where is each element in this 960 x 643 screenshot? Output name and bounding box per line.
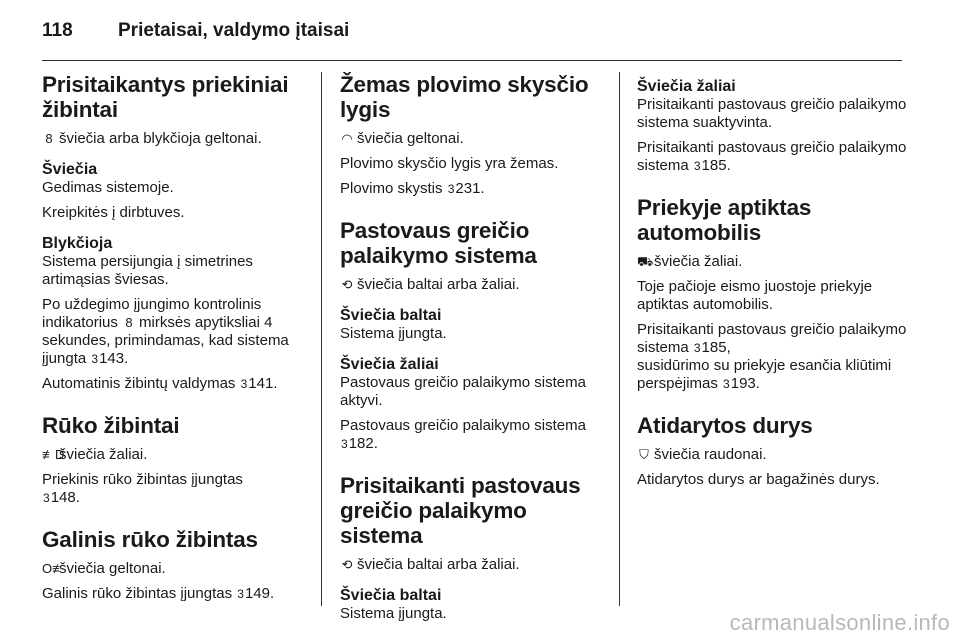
- indicator-line: [340, 276, 608, 294]
- reference-arrow-icon: 3: [693, 159, 701, 173]
- section-fog-lights: [42, 413, 304, 507]
- column-1: [42, 72, 304, 623]
- paragraph: Sistema įjungta.: [340, 605, 447, 622]
- reference-arrow-icon: 3: [240, 377, 248, 391]
- text: Pastovaus greičio palaikymo sistema: [340, 417, 586, 434]
- indicator-text: šviečia arba blykčioja geltonai.: [59, 130, 262, 147]
- paragraph: Pastovaus greičio palaikymo sistema aktyvi.: [340, 374, 586, 409]
- page-link[interactable]: 185.: [701, 157, 731, 174]
- adaptive-cruise-icon: ⟲: [341, 557, 353, 572]
- indicator-line: [340, 556, 608, 574]
- column-2: [340, 72, 608, 643]
- section-title: Pastovaus greičio palaikymo sistema: [340, 218, 537, 268]
- page-link[interactable]: 193.: [730, 375, 760, 392]
- section-title: Atidarytos durys: [637, 413, 813, 438]
- column-divider-2: [619, 72, 620, 606]
- section-title: Priekyje aptiktas automobilis: [637, 195, 812, 245]
- text: Po uždegimo įjungimo kontrolinis indikatorius: [42, 296, 262, 331]
- page-link[interactable]: 182.: [348, 435, 378, 452]
- adaptive-light-icon: 8: [45, 131, 53, 146]
- reference-arrow-icon: 3: [237, 587, 244, 601]
- subsection-lit-green: [340, 356, 608, 453]
- subsection-lit-white: [340, 307, 608, 343]
- page-number: 118: [42, 20, 73, 41]
- paragraph: Atidarytos durys ar bagažinės durys.: [637, 471, 880, 488]
- running-title: Prietaisai, valdymo įtaisai: [118, 20, 350, 41]
- section-adaptive-cruise-control: [340, 473, 608, 623]
- paragraph: Toje pačioje eismo juostoje priekyje aptiktas automobilis.: [637, 278, 873, 313]
- subsection-title: Šviečia baltai: [340, 307, 442, 324]
- page-link[interactable]: 185,: [701, 339, 731, 356]
- reference-arrow-icon: 3: [693, 341, 701, 355]
- text: Automatinis žibintų valdymas: [42, 375, 236, 392]
- subsection-lit-green: [637, 78, 907, 175]
- paragraph: [42, 296, 304, 368]
- indicator-text: šviečia baltai arba žaliai.: [357, 276, 520, 293]
- section-title: Rūko žibintai: [42, 413, 180, 438]
- text: Prisitaikanti pastovaus greičio palaikymo sistema: [637, 139, 907, 174]
- section-title: Prisitaikantys priekiniai žibintai: [42, 72, 289, 122]
- paragraph: [340, 417, 608, 453]
- indicator-text: šviečia baltai arba žaliai.: [357, 556, 520, 573]
- indicator-line: [42, 446, 304, 464]
- section-washer-fluid: [340, 72, 608, 198]
- watermark: carmanualsonline.info: [729, 610, 950, 635]
- rear-fog-light-icon: O≢: [42, 561, 66, 576]
- front-fog-light-icon: ≢D: [42, 447, 65, 462]
- section-title: Prisitaikanti pastovaus greičio palaikymo sistema: [340, 473, 581, 548]
- header-rule: [42, 60, 902, 61]
- paragraph: Kreipkitės į dirbtuves.: [42, 204, 185, 221]
- indicator-line: [42, 130, 304, 148]
- indicator-text: šviečia geltonai.: [357, 130, 464, 147]
- reference-arrow-icon: 3: [723, 377, 730, 391]
- paragraph: Plovimo skysčio lygis yra žemas.: [340, 155, 559, 172]
- section-vehicle-ahead: [637, 195, 907, 393]
- section-title: Žemas plovimo skysčio lygis: [340, 72, 589, 122]
- adaptive-light-icon: 8: [125, 315, 133, 330]
- indicator-line: [637, 253, 907, 271]
- vehicle-ahead-icon: ⛟: [637, 254, 654, 269]
- indicator-line: [637, 446, 907, 464]
- paragraph: Sistema įjungta.: [340, 325, 447, 342]
- page-link[interactable]: 231.: [455, 180, 485, 197]
- indicator-text: šviečia žaliai.: [654, 253, 743, 270]
- indicator-text: šviečia raudonai.: [654, 446, 767, 463]
- subsection-flashing: [42, 235, 304, 393]
- text: mirksės apytiksliai 4 sekundes, primindamas, kad sistema įjungta: [42, 314, 289, 367]
- subsection-title: Šviečia žaliai: [637, 78, 736, 95]
- column-divider-1: [321, 72, 322, 606]
- subsection-title: Šviečia žaliai: [340, 356, 439, 373]
- cruise-control-icon: ⟲: [341, 277, 353, 292]
- indicator-line: [42, 560, 304, 578]
- reference-arrow-icon: 3: [43, 491, 50, 505]
- section-cruise-control: [340, 218, 608, 453]
- text: Priekinis rūko žibintas įjungtas: [42, 471, 243, 488]
- section-open-doors: [637, 413, 907, 489]
- text: Plovimo skystis: [340, 180, 443, 197]
- subsection-title: Šviečia baltai: [340, 587, 442, 604]
- paragraph: [637, 321, 907, 393]
- indicator-line: [340, 130, 608, 148]
- reference-arrow-icon: 3: [341, 437, 348, 451]
- section-rear-fog-light: [42, 527, 304, 603]
- paragraph: [42, 375, 304, 393]
- indicator-text: šviečia žaliai.: [59, 446, 148, 463]
- subsection-lit: [42, 161, 304, 222]
- page-link[interactable]: 149.: [244, 585, 275, 602]
- paragraph: [42, 585, 304, 603]
- page-link[interactable]: 143.: [99, 350, 129, 367]
- paragraph: Gedimas sistemoje.: [42, 179, 174, 196]
- page-header: [42, 14, 902, 50]
- page-link[interactable]: 141.: [248, 375, 278, 392]
- page-link[interactable]: 148.: [50, 489, 80, 506]
- section-adaptive-cruise-continued: [637, 78, 907, 175]
- text: susidūrimo su priekyje esančia kliūtimi perspėjimas: [637, 357, 892, 392]
- subsection-title: Blykčioja: [42, 235, 113, 252]
- text: Galinis rūko žibintas įjungtas: [42, 585, 233, 602]
- paragraph: [42, 471, 304, 507]
- paragraph: [340, 180, 608, 198]
- column-3: [637, 72, 907, 509]
- paragraph: Sistema persijungia į simetrines artimąsias šviesas.: [42, 253, 253, 288]
- washer-fluid-icon: ◠: [341, 131, 353, 146]
- text: Prisitaikanti pastovaus greičio palaikymo sistema: [637, 321, 907, 356]
- paragraph: [637, 139, 907, 175]
- paragraph: Prisitaikanti pastovaus greičio palaikymo sistema suaktyvinta.: [637, 96, 907, 131]
- reference-arrow-icon: 3: [447, 182, 455, 196]
- door-open-icon: ⛉: [639, 447, 649, 462]
- section-adaptive-headlights: [42, 72, 304, 393]
- reference-arrow-icon: 3: [91, 352, 99, 366]
- section-title: Galinis rūko žibintas: [42, 527, 258, 552]
- subsection-title: Šviečia: [42, 161, 98, 178]
- indicator-text: šviečia geltonai.: [59, 560, 166, 577]
- subsection-lit-white: [340, 587, 608, 623]
